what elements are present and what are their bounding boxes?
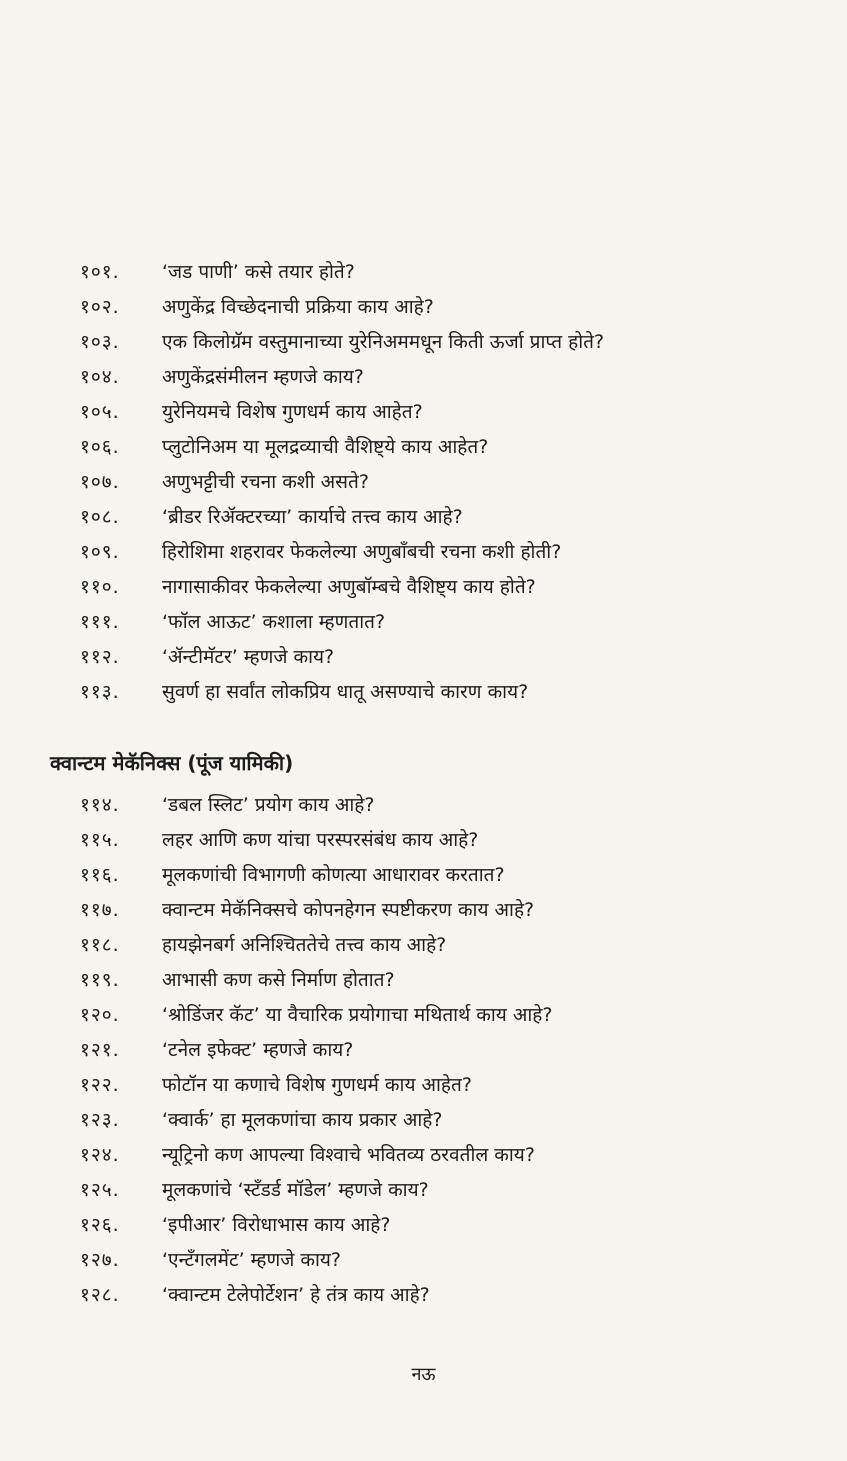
question-text: अणुकेंद्रसंमीलन म्हणजे काय?	[162, 366, 364, 388]
question-item	[80, 1208, 810, 1243]
page-number: नऊ	[411, 1364, 436, 1385]
question-item	[80, 570, 810, 605]
question-number: ११२.	[80, 646, 120, 668]
question-number: ११६.	[80, 864, 120, 886]
question-text: हायझेनबर्ग अनिश्चिततेचे तत्त्व काय आहे?	[162, 934, 447, 956]
question-number: १२४.	[80, 1144, 120, 1166]
question-text: नागासाकीवर फेकलेल्या अणुबॉम्बचे वैशिष्ट्य काय होते?	[162, 576, 536, 598]
question-text: ‘क्वार्क’ हा मूलकणांचा काय प्रकार आहे?	[162, 1109, 443, 1131]
question-text: युरेनियमचे विशेष गुणधर्म काय आहेत?	[162, 401, 423, 423]
question-item	[80, 928, 810, 963]
question-item	[80, 465, 810, 500]
question-number: १२१.	[80, 1039, 120, 1061]
question-number: ११८.	[80, 934, 120, 956]
question-text: लहर आणि कण यांचा परस्परसंबंध काय आहे?	[162, 829, 479, 851]
question-text: अणुकेंद्र विच्छेदनाची प्रक्रिया काय आहे?	[162, 296, 434, 318]
question-item	[80, 788, 810, 823]
question-text: न्यूट्रिनो कण आपल्या विश्वाचे भवितव्य ठरवतील काय?	[162, 1144, 535, 1166]
question-number: १०३.	[80, 331, 120, 353]
question-item	[80, 395, 810, 430]
question-text: ‘ॲन्टीमॅटर’ म्हणजे काय?	[162, 646, 335, 668]
question-item	[80, 858, 810, 893]
question-item	[80, 998, 810, 1033]
question-item	[80, 823, 810, 858]
question-text: ‘जड पाणी’ कसे तयार होते?	[162, 261, 355, 283]
question-number: १२०.	[80, 1004, 120, 1026]
question-number: १२२.	[80, 1074, 120, 1096]
question-text: ‘इपीआर’ विरोधाभास काय आहे?	[162, 1214, 391, 1236]
question-text: क्वान्टम मेकॅनिक्सचे कोपनहेगन स्पष्टीकरण काय आहे?	[162, 899, 535, 921]
question-number: १०९.	[80, 541, 120, 563]
question-item	[80, 640, 810, 675]
question-text: ‘एन्टँगलमेंट’ म्हणजे काय?	[162, 1249, 342, 1271]
question-text: ‘ब्रीडर रिॲक्टरच्या’ कार्याचे तत्त्व काय आहे?	[162, 506, 463, 528]
question-item	[80, 290, 810, 325]
question-item	[80, 1068, 810, 1103]
question-number: १२६.	[80, 1214, 120, 1236]
question-number: १२३.	[80, 1109, 120, 1131]
question-item	[80, 675, 810, 710]
question-number: १०२.	[80, 296, 120, 318]
question-text: ‘क्वान्टम टेलेपोर्टेशन’ हे तंत्र काय आहे?	[162, 1284, 430, 1306]
question-number: १२५.	[80, 1179, 120, 1201]
question-item	[80, 500, 810, 535]
question-text: ‘श्रोडिंजर कॅट’ या वैचारिक प्रयोगाचा मथितार्थ काय आहे?	[162, 1004, 553, 1026]
question-item	[80, 1173, 810, 1208]
question-list-part-1	[80, 255, 810, 710]
question-text: आभासी कण कसे निर्माण होतात?	[162, 969, 395, 991]
question-text: अणुभट्टीची रचना कशी असते?	[162, 471, 369, 493]
question-number: ११९.	[80, 969, 120, 991]
question-text: हिरोशिमा शहरावर फेकलेल्या अणुबाँबची रचना कशी होती?	[162, 541, 562, 563]
question-item	[80, 535, 810, 570]
question-number: ११०.	[80, 576, 120, 598]
question-number: ११७.	[80, 899, 120, 921]
question-number: १२७.	[80, 1249, 120, 1271]
question-item	[80, 325, 810, 360]
question-text: ‘डबल स्लिट’ प्रयोग काय आहे?	[162, 794, 375, 816]
question-number: १११.	[80, 611, 120, 633]
question-list-part-2	[80, 788, 810, 1313]
question-item	[80, 963, 810, 998]
question-item	[80, 430, 810, 465]
question-text: फोटॉन या कणाचे विशेष गुणधर्म काय आहेत?	[162, 1074, 472, 1096]
question-number: ११४.	[80, 794, 120, 816]
question-item	[80, 1033, 810, 1068]
question-text: ‘फॉल आऊट’ कशाला म्हणतात?	[162, 611, 386, 633]
question-number: १०७.	[80, 471, 120, 493]
question-item	[80, 605, 810, 640]
question-text: प्लुटोनिअम या मूलद्रव्याची वैशिष्ट्ये काय आहेत?	[162, 436, 489, 458]
question-item	[80, 255, 810, 290]
question-text: एक किलोग्रॅम वस्तुमानाच्या युरेनिअममधून किती ऊर्जा प्राप्त होते?	[162, 331, 605, 353]
question-item	[80, 893, 810, 928]
question-number: १०५.	[80, 401, 120, 423]
question-text: सुवर्ण हा सर्वांत लोकप्रिय धातू असण्याचे कारण काय?	[162, 681, 529, 703]
question-number: ११५.	[80, 829, 120, 851]
question-number: १०४.	[80, 366, 120, 388]
question-item	[80, 1243, 810, 1278]
question-number: १०६.	[80, 436, 120, 458]
question-number: १०८.	[80, 506, 120, 528]
question-item	[80, 1103, 810, 1138]
question-number: १०१.	[80, 261, 120, 283]
section-heading: क्वान्टम मेकॅनिक्स (पूंज यामिकी)	[50, 751, 294, 775]
question-item	[80, 1278, 810, 1313]
question-item	[80, 360, 810, 395]
question-item	[80, 1138, 810, 1173]
question-text: मूलकणांची विभागणी कोणत्या आधारावर करतात?	[162, 864, 505, 886]
question-text: ‘टनेल इफेक्ट’ म्हणजे काय?	[162, 1039, 354, 1061]
question-number: ११३.	[80, 681, 120, 703]
question-number: १२८.	[80, 1284, 120, 1306]
question-text: मूलकणांचे ‘स्टँडर्ड मॉडेल’ म्हणजे काय?	[162, 1179, 429, 1201]
